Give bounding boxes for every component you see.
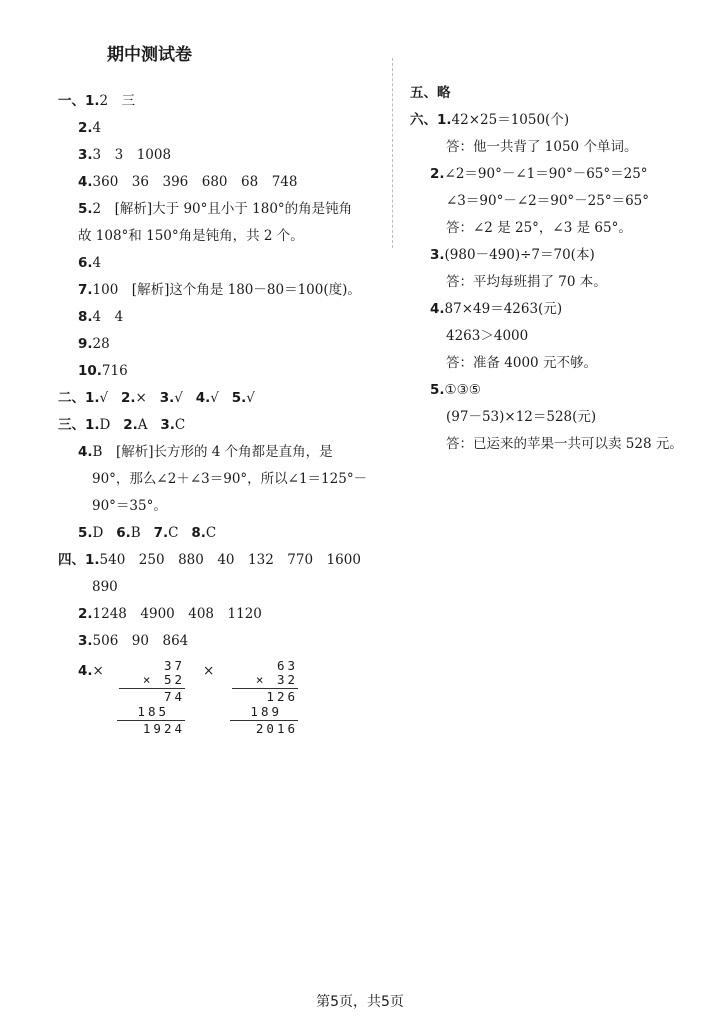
section-1-answer-5 xyxy=(78,200,352,218)
answer-statement: 答：他一共背了 1050 个单词。 xyxy=(446,139,638,155)
section-2-answers xyxy=(58,389,255,407)
column-divider xyxy=(392,58,393,248)
answer-text: 1248 4900 408 1120 xyxy=(92,606,262,622)
answer-text: 4 4 xyxy=(92,309,124,325)
equation: ∠2＝90°－∠1＝90°－65°＝25° xyxy=(444,166,648,182)
question-number: 4. xyxy=(78,663,93,679)
answer-text: D xyxy=(92,525,104,541)
answer-text: × xyxy=(92,663,104,679)
answer-text: B [解析]长方形的 4 个角都是直角，是 xyxy=(92,444,333,460)
answer-text: 506 90 864 xyxy=(92,633,189,649)
section-3-answers-1-3 xyxy=(58,416,185,434)
section-3-answer-4-line-3: 90°＝35°。 xyxy=(92,498,167,514)
multiplier: × 32 xyxy=(255,672,298,687)
question-number: 6. xyxy=(78,255,93,271)
question-number: 7. xyxy=(78,282,93,298)
equation: (980－490)÷7＝70(本) xyxy=(444,247,595,263)
answer-text: 4 xyxy=(92,120,102,136)
section-1-answer-5-continued: 故 108°和 150°角是钝角，共 2 个。 xyxy=(78,228,304,244)
partial-product: 189 xyxy=(250,704,282,719)
section-marker: 一、 xyxy=(58,93,85,109)
question-number: 5. xyxy=(430,382,445,398)
section-1-answer-1 xyxy=(58,92,135,110)
answer-text: B xyxy=(130,525,141,541)
question-number: 4. xyxy=(78,444,93,460)
page-footer: 第5页，共5页 xyxy=(316,994,404,1010)
question-number: 1. xyxy=(437,112,452,128)
section-3-answer-4-line-2: 90°，那么∠2＋∠3＝90°，所以∠1＝125°－ xyxy=(92,471,368,487)
answer-text: 2 [解析]大于 90°且小于 180°的角是钝角 xyxy=(92,201,353,217)
question-number: 4. xyxy=(78,174,93,190)
section-6-answer-5 xyxy=(430,381,481,399)
equation-line: ∠3＝90°－∠2＝90°－25°＝65° xyxy=(446,193,650,209)
answer-text: 540 250 880 40 132 770 1600 xyxy=(99,552,361,568)
section-6-answer-1 xyxy=(410,111,569,129)
vertical-multiplication-1 xyxy=(115,658,185,738)
section-marker: 四、 xyxy=(58,552,85,568)
question-number: 6. xyxy=(116,525,131,541)
section-4-answer-4-mark-2: × xyxy=(203,663,215,679)
question-number: 2. xyxy=(121,390,136,406)
equation-line: 4263＞4000 xyxy=(446,328,529,344)
section-marker: 六、 xyxy=(410,112,437,128)
answer-text: 360 36 396 680 68 748 xyxy=(92,174,298,190)
page-title: 期中测试卷 xyxy=(107,45,192,65)
section-3-answers-5-8 xyxy=(78,524,216,542)
section-4-answer-4 xyxy=(78,662,104,680)
answer-text: A xyxy=(137,417,148,433)
section-4-answer-2 xyxy=(78,605,262,623)
answer-text: √ xyxy=(99,390,109,406)
question-number: 5. xyxy=(78,201,93,217)
question-number: 3. xyxy=(160,417,175,433)
section-4-answer-3 xyxy=(78,632,188,650)
section-6-answer-2 xyxy=(430,165,648,183)
section-1-answer-4 xyxy=(78,173,297,191)
question-number: 8. xyxy=(191,525,206,541)
question-number: 1. xyxy=(85,552,100,568)
multiplicand: 37 xyxy=(163,658,185,673)
answer-text: 2 三 xyxy=(99,93,136,109)
answer-text: 716 xyxy=(101,363,128,379)
answer-text: 3 3 1008 xyxy=(92,147,172,163)
section-4-answer-1-continued: 890 xyxy=(92,579,118,595)
answer-text: √ xyxy=(246,390,255,406)
answer-text: C xyxy=(168,525,179,541)
question-number: 1. xyxy=(85,93,100,109)
section-1-answer-7 xyxy=(78,281,361,299)
answer-text: √ xyxy=(210,390,219,406)
answer-text: C xyxy=(205,525,217,541)
question-number: 7. xyxy=(153,525,169,541)
vertical-multiplication-2 xyxy=(228,658,298,738)
question-number: 9. xyxy=(78,336,93,352)
question-number: 4. xyxy=(430,301,445,317)
question-number: 5. xyxy=(78,525,93,541)
section-1-answer-2 xyxy=(78,119,101,137)
question-number: 2. xyxy=(78,606,93,622)
answer-text: 28 xyxy=(92,336,110,352)
question-number: 2. xyxy=(78,120,93,136)
section-marker: 三、 xyxy=(58,417,85,433)
answer-statement: 答：∠2 是 25°，∠3 是 65°。 xyxy=(446,220,632,236)
question-number: 2. xyxy=(430,166,445,182)
equation: 87×49＝4263(元) xyxy=(444,301,563,317)
equation-line: (97－53)×12＝528(元) xyxy=(446,409,597,425)
section-marker: 二、 xyxy=(58,390,85,406)
question-number: 1. xyxy=(85,417,100,433)
answer-text: √ xyxy=(174,390,183,406)
answer-text: × xyxy=(135,390,147,406)
section-1-answer-3 xyxy=(78,146,171,164)
question-number: 2. xyxy=(123,417,138,433)
answer-statement: 答：已运来的苹果一共可以卖 528 元。 xyxy=(446,436,683,452)
question-number: 5. xyxy=(231,390,247,406)
question-number: 3. xyxy=(78,147,93,163)
section-1-answer-9 xyxy=(78,335,110,353)
section-1-answer-6 xyxy=(78,254,101,272)
answer-text: 4 xyxy=(92,255,102,271)
section-1-answer-10 xyxy=(78,362,128,380)
product: 1924 xyxy=(142,721,185,736)
question-number: 3. xyxy=(78,633,93,649)
selected-options: ①③⑤ xyxy=(444,382,481,398)
multiplicand: 63 xyxy=(276,658,298,673)
question-number: 3. xyxy=(430,247,445,263)
section-1-answer-8 xyxy=(78,308,123,326)
partial-product: 126 xyxy=(266,689,298,704)
question-number: 3. xyxy=(159,390,175,406)
answer-text: D xyxy=(99,417,111,433)
answer-text: 100 [解析]这个角是 180－80＝100(度)。 xyxy=(92,282,361,298)
answer-statement: 答：准备 4000 元不够。 xyxy=(446,355,597,371)
answer-statement: 答：平均每班捐了 70 本。 xyxy=(446,274,607,290)
section-3-answer-4 xyxy=(78,443,333,461)
multiplier: × 52 xyxy=(142,672,185,687)
question-number: 8. xyxy=(78,309,93,325)
question-number: 1. xyxy=(85,390,100,406)
question-number: 10. xyxy=(78,363,102,379)
section-6-answer-3 xyxy=(430,246,595,264)
partial-product: 185 xyxy=(137,704,169,719)
equation: 42×25＝1050(个) xyxy=(451,112,570,128)
section-5-heading: 五、略 xyxy=(410,85,451,101)
answer-text: C xyxy=(174,417,186,433)
section-4-answer-1 xyxy=(58,551,361,569)
section-6-answer-4 xyxy=(430,300,562,318)
question-number: 4. xyxy=(195,390,211,406)
product: 2016 xyxy=(255,721,298,736)
partial-product: 74 xyxy=(163,689,185,704)
